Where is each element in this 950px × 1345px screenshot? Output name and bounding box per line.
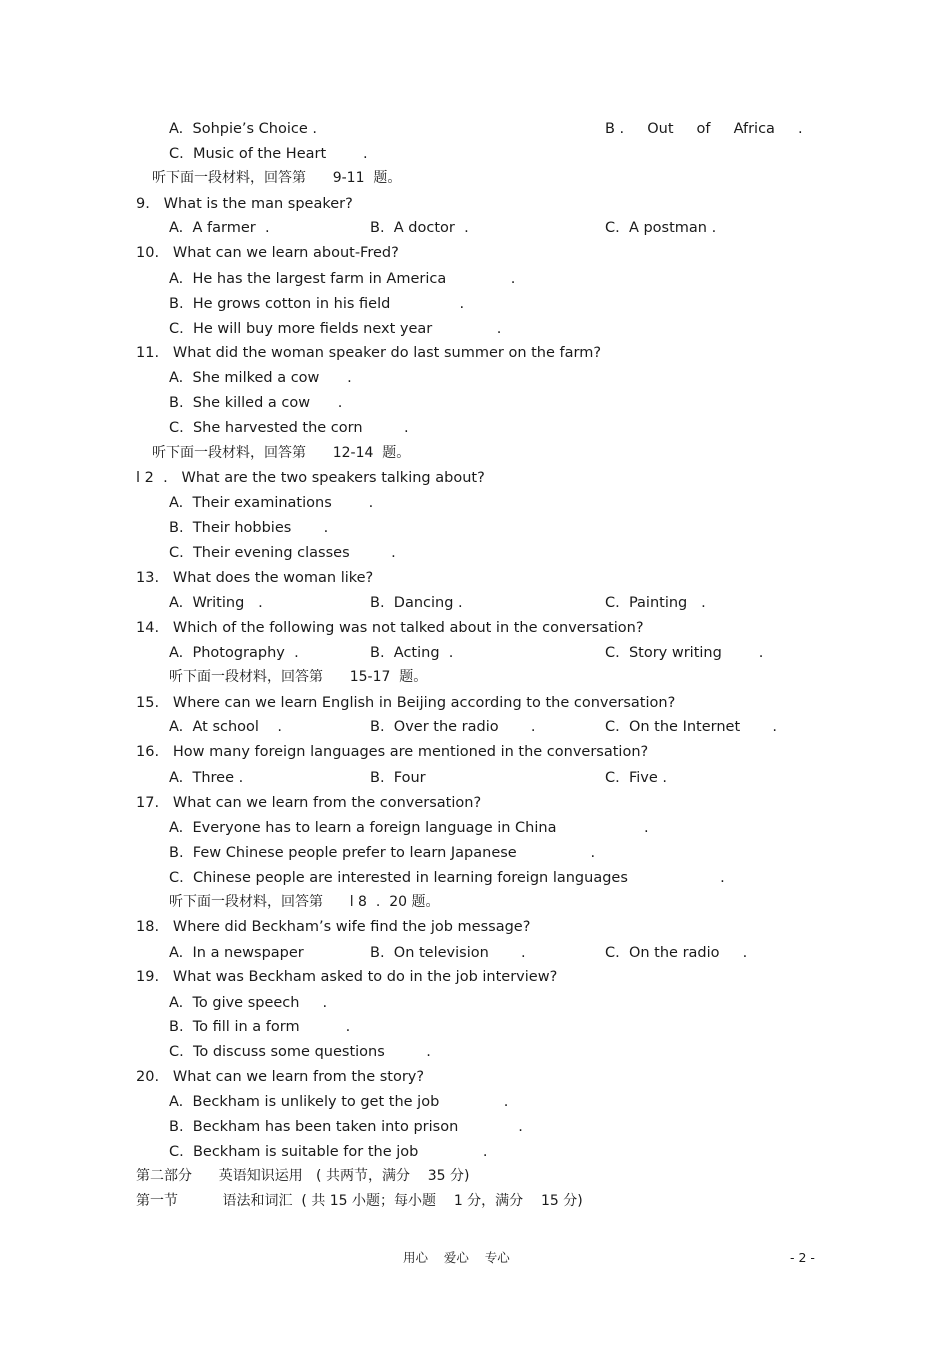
footer-motto: 用心 爱心 专心 [403,1250,510,1265]
q14-option-b: B. Acting . [370,645,454,661]
question-15: 15. Where can we learn English in Beijing according to the conversation? [136,695,676,711]
page-number: - 2 - [790,1250,815,1265]
q11-option-c: C. She harvested the corn . [169,420,409,436]
q17-option-a: A. Everyone has to learn a foreign language in China . [169,820,649,836]
q14-option-a: A. Photography . [169,645,299,661]
q12-option-c: C. Their evening classes . [169,545,396,561]
q10-option-c: C. He will buy more fields next year . [169,321,502,337]
q8-option-c: C. Music of the Heart . [169,146,368,162]
question-20: 20. What can we learn from the story? [136,1069,425,1085]
q19-option-b: B. To fill in a form . [169,1019,351,1035]
question-17: 17. What can we learn from the conversation? [136,795,482,811]
q10-option-a: A. He has the largest farm in America . [169,271,516,287]
section-instruction-15-17: 听下面一段材料，回答第 15-17 题。 [169,669,428,685]
q17-option-c: C. Chinese people are interested in learning foreign languages . [169,870,725,886]
q15-option-a: A. At school . [169,719,282,735]
q16-option-c: C. Five . [605,770,667,786]
q20-option-a: A. Beckham is unlikely to get the job . [169,1094,509,1110]
question-19: 19. What was Beckham asked to do in the job interview? [136,969,558,985]
q13-option-a: A. Writing . [169,595,263,611]
part2-heading: 第二部分 英语知识运用 ( 共两节，满分 35 分) [136,1168,470,1184]
q10-option-b: B. He grows cotton in his field . [169,296,465,312]
q15-option-b: B. Over the radio . [370,719,536,735]
q13-option-b: B. Dancing . [370,595,463,611]
q9-option-b: B. A doctor . [370,220,469,236]
q15-option-c: C. On the Internet . [605,719,778,735]
q9-option-c: C. A postman . [605,220,717,236]
q14-option-c: C. Story writing . [605,645,764,661]
q11-option-b: B. She killed a cow . [169,395,343,411]
question-14: 14. Which of the following was not talked about in the conversation? [136,620,644,636]
q20-option-b: B. Beckham has been taken into prison . [169,1119,523,1135]
q19-option-c: C. To discuss some questions . [169,1044,431,1060]
q20-option-c: C. Beckham is suitable for the job . [169,1144,488,1160]
q11-option-a: A. She milked a cow . [169,370,352,386]
q18-option-a: A. In a newspaper [169,945,304,961]
q8-option-a: A. Sohpie’s Choice . [169,121,318,137]
q18-option-b: B. On television . [370,945,526,961]
q8-option-b: B . Out of Africa . [605,121,803,137]
section-instruction-12-14: 听下面一段材料，回答第 12-14 题。 [152,445,411,461]
question-10: 10. What can we learn about-Fred? [136,245,399,261]
q18-option-c: C. On the radio . [605,945,748,961]
q19-option-a: A. To give speech . [169,995,328,1011]
question-13: 13. What does the woman like? [136,570,374,586]
question-16: 16. How many foreign languages are mentioned in the conversation? [136,744,649,760]
question-11: 11. What did the woman speaker do last summer on the farm? [136,345,602,361]
q16-option-b: B. Four [370,770,426,786]
section-instruction-18-20: 听下面一段材料，回答第 l 8 . 20 题。 [169,894,440,910]
q12-option-a: A. Their examinations . [169,495,374,511]
section-instruction-9-11: 听下面一段材料，回答第 9-11 题。 [152,170,402,186]
question-18: 18. Where did Beckham’s wife find the job message? [136,919,531,935]
q12-option-b: B. Their hobbies . [169,520,329,536]
question-9: 9. What is the man speaker? [136,196,353,212]
section1-heading: 第一节 语法和词汇 ( 共 15 小题；每小题 1 分，满分 15 分) [136,1193,583,1209]
q16-option-a: A. Three . [169,770,244,786]
q13-option-c: C. Painting . [605,595,706,611]
q9-option-a: A. A farmer . [169,220,270,236]
question-12: l 2 . What are the two speakers talking about? [136,470,485,486]
q17-option-b: B. Few Chinese people prefer to learn Japanese . [169,845,596,861]
